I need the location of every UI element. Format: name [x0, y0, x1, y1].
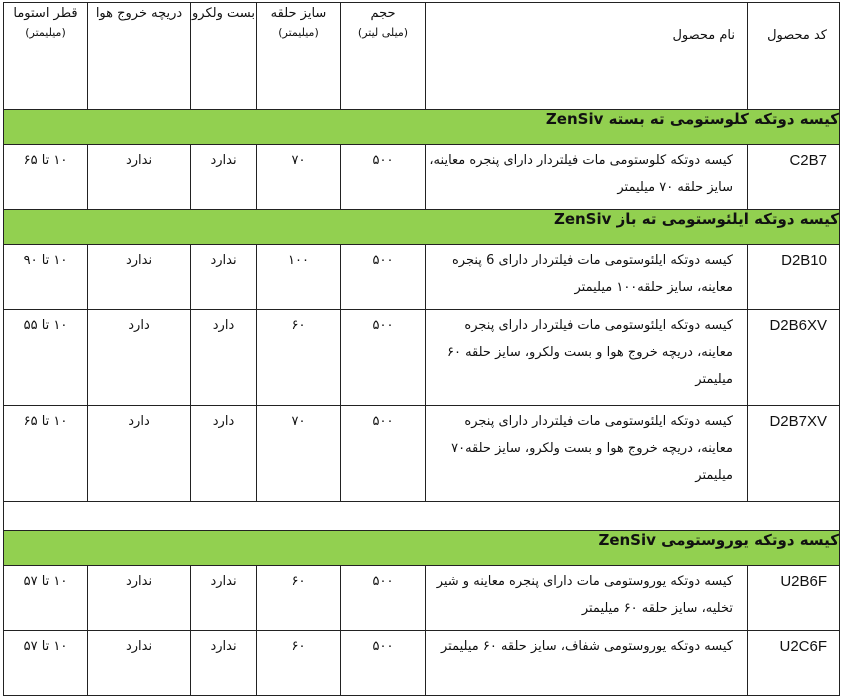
header-vent: دریچه خروج هوا [88, 3, 191, 110]
product-stoma-diameter: ۱۰ تا ۹۰ [4, 245, 88, 310]
section-title: کیسه دوتکه یوروستومی ZenSiv [4, 531, 840, 566]
header-ring-unit: (میلیمتر) [278, 26, 319, 39]
product-name: کیسه دوتکه ایلئوستومی مات فیلتردار دارای پنجره معاینه، دریچه خروج هوا و بست ولکرو، سایز حلقه ۶۰ میلیمتر [426, 310, 748, 406]
product-ring-size: ۷۰ [257, 145, 341, 210]
product-velcro: ندارد [191, 245, 257, 310]
product-ring-size: ۶۰ [257, 566, 341, 631]
product-stoma-diameter: ۱۰ تا ۶۵ [4, 145, 88, 210]
product-name: کیسه دوتکه کلوستومی مات فیلتردار دارای پنجره معاینه، سایز حلقه ۷۰ میلیمتر [426, 145, 748, 210]
product-code: D2B10 [748, 245, 840, 310]
product-volume: ۵۰۰ [341, 406, 426, 502]
product-vent: ندارد [88, 145, 191, 210]
table-row [4, 406, 840, 502]
table-row [4, 245, 840, 310]
product-vent: دارد [88, 310, 191, 406]
header-ring [257, 3, 341, 110]
product-vent: دارد [88, 406, 191, 502]
product-stoma-diameter: ۱۰ تا ۵۷ [4, 566, 88, 631]
product-ring-size: ۷۰ [257, 406, 341, 502]
product-stoma-diameter: ۱۰ تا ۶۵ [4, 406, 88, 502]
product-name: کیسه دوتکه ایلئوستومی مات فیلتردار دارای پنجره معاینه، دریچه خروج هوا و بست ولکرو، سایز حلقه۷۰ میلیمتر [426, 406, 748, 502]
table-row [4, 310, 840, 406]
product-velcro: دارد [191, 406, 257, 502]
header-volume-label: حجم [370, 6, 396, 21]
product-velcro: ندارد [191, 145, 257, 210]
product-volume: ۵۰۰ [341, 631, 426, 696]
header-row [4, 3, 840, 110]
header-velcro: بست ولکرو [191, 3, 257, 110]
product-volume: ۵۰۰ [341, 310, 426, 406]
product-volume: ۵۰۰ [341, 566, 426, 631]
header-ring-label: سایز حلقه [270, 6, 327, 21]
section-header [4, 110, 840, 145]
product-code: C2B7 [748, 145, 840, 210]
product-vent: ندارد [88, 631, 191, 696]
product-volume: ۵۰۰ [341, 145, 426, 210]
product-code: D2B6XV [748, 310, 840, 406]
header-volume [341, 3, 426, 110]
header-name: نام محصول [426, 3, 748, 110]
product-velcro: دارد [191, 310, 257, 406]
product-name: کیسه دوتکه ایلئوستومی مات فیلتردار دارای 6 پنجره معاینه، سایز حلقه۱۰۰ میلیمتر [426, 245, 748, 310]
product-code: U2C6F [748, 631, 840, 696]
product-name: کیسه دوتکه یوروستومی مات دارای پنجره معاینه و شیر تخلیه، سایز حلقه ۶۰ میلیمتر [426, 566, 748, 631]
product-stoma-diameter: ۱۰ تا ۵۵ [4, 310, 88, 406]
product-ring-size: ۱۰۰ [257, 245, 341, 310]
product-ring-size: ۶۰ [257, 631, 341, 696]
table-row [4, 631, 840, 696]
table-row [4, 566, 840, 631]
header-code: کد محصول [748, 3, 840, 110]
product-vent: ندارد [88, 566, 191, 631]
section-title: کیسه دوتکه کلوستومی ته بسته ZenSiv [4, 110, 840, 145]
product-ring-size: ۶۰ [257, 310, 341, 406]
spacer-row [4, 502, 840, 531]
section-title: کیسه دوتکه ایلئوستومی ته باز ZenSiv [4, 210, 840, 245]
product-table [3, 2, 840, 696]
product-velcro: ندارد [191, 631, 257, 696]
product-code: D2B7XV [748, 406, 840, 502]
header-stoma [4, 3, 88, 110]
header-stoma-label: قطر استوما [13, 6, 78, 21]
product-name: کیسه دوتکه یوروستومی شفاف، سایز حلقه ۶۰ میلیمتر [426, 631, 748, 696]
product-code: U2B6F [748, 566, 840, 631]
spacer-cell [4, 502, 840, 531]
product-velcro: ندارد [191, 566, 257, 631]
section-header [4, 210, 840, 245]
table-row [4, 145, 840, 210]
product-stoma-diameter: ۱۰ تا ۵۷ [4, 631, 88, 696]
header-stoma-unit: (میلیمتر) [25, 26, 66, 39]
product-vent: ندارد [88, 245, 191, 310]
section-header [4, 531, 840, 566]
header-volume-unit: (میلی لیتر) [357, 26, 409, 39]
product-volume: ۵۰۰ [341, 245, 426, 310]
